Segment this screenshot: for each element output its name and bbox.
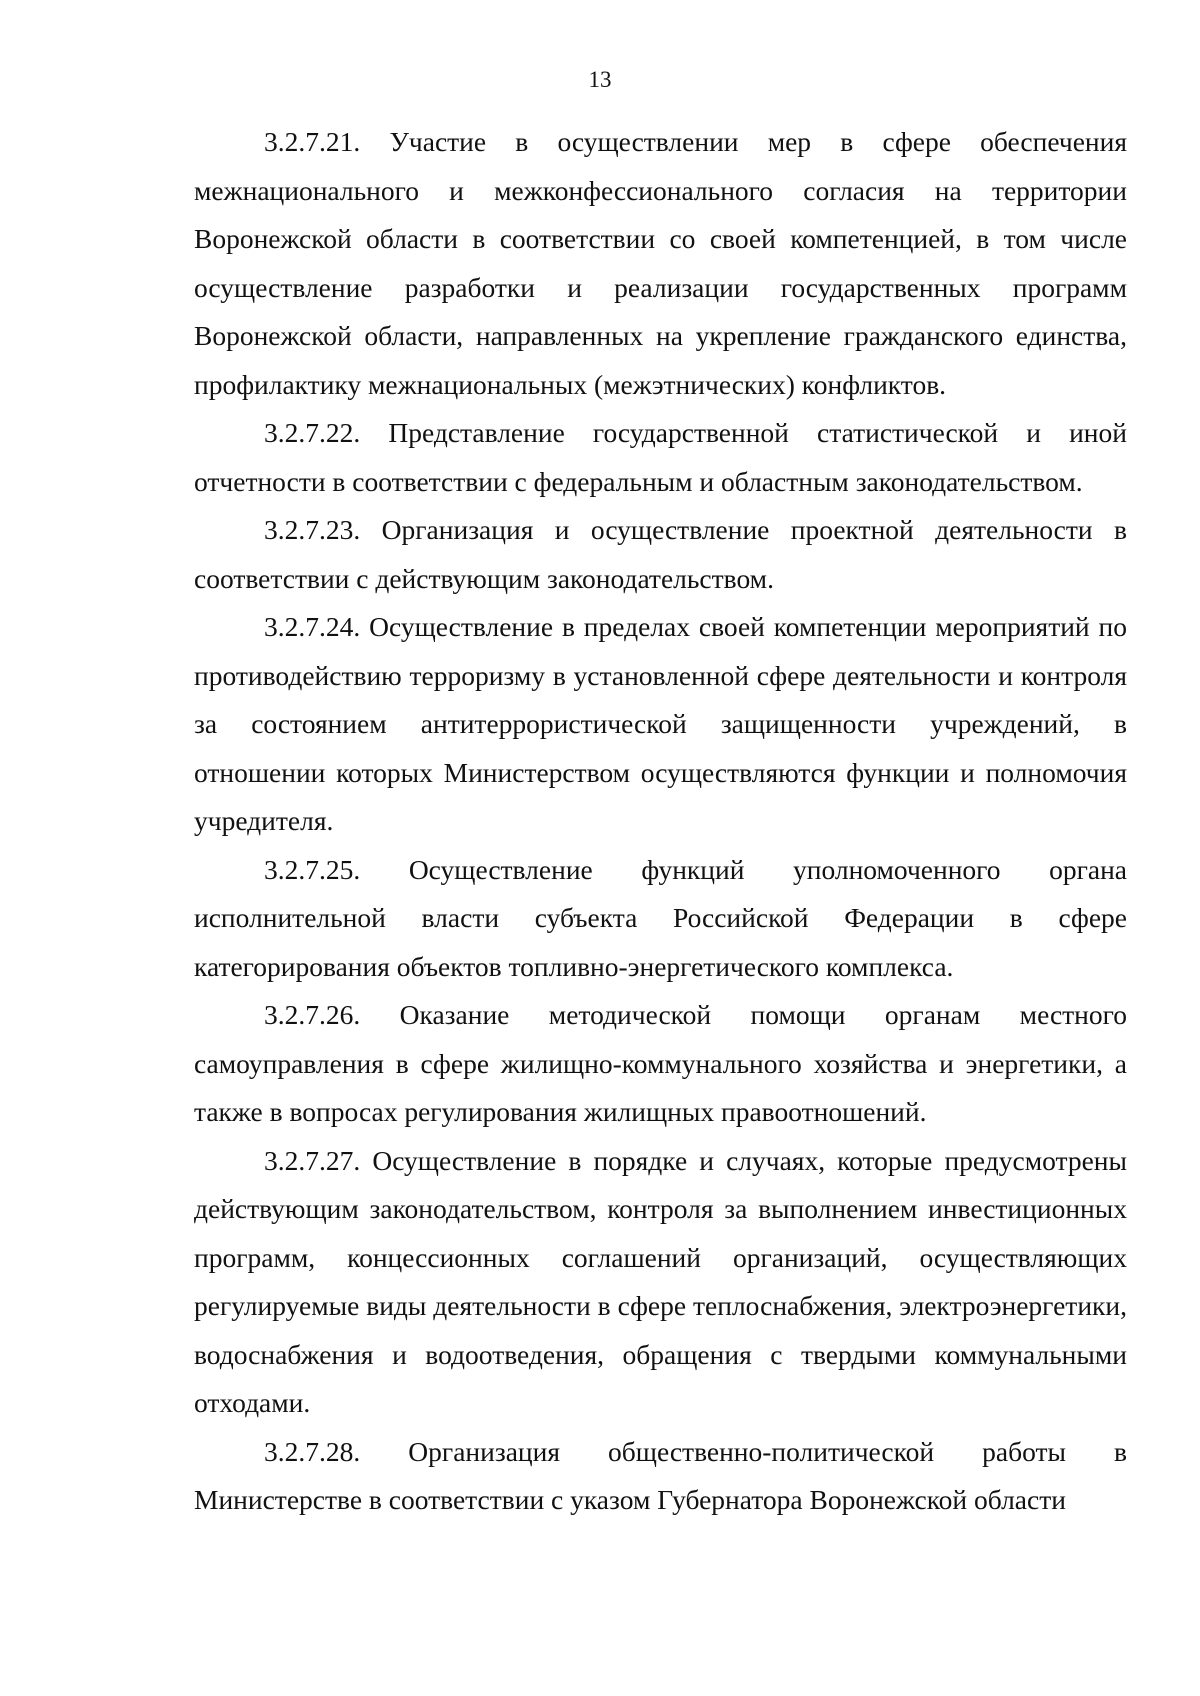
paragraph-3-2-7-25: 3.2.7.25. Осуществление функций уполномоченного органа исполнительной власти субъекта Российской Федерации в сфере категорирования объектов топливно-энергетического комплекса. bbox=[194, 853, 1127, 982]
paragraph-3-2-7-21: 3.2.7.21. Участие в осуществлении мер в сфере обеспечения межнационального и межконфессионального согласия на территории Воронежской области в соответствии со своей компетенцией, в том числе осуществление разработки и реализации государственных программ Воронежской области, направленных на укрепление гражданского единства, профилактику межнациональных (межэтнических) конфликтов. bbox=[194, 126, 1127, 400]
paragraph-3-2-7-22: 3.2.7.22. Представление государственной статистической и иной отчетности в соответствии с федеральным и областным законодательством. bbox=[194, 417, 1127, 497]
paragraph-3-2-7-26: 3.2.7.26. Оказание методической помощи органам местного самоуправления в сфере жилищно-коммунального хозяйства и энергетики, а также в вопросах регулирования жилищных правоотношений. bbox=[194, 999, 1127, 1127]
paragraph-3-2-7-23: 3.2.7.23. Организация и осуществление проектной деятельности в соответствии с действующим законодательством. bbox=[194, 514, 1127, 594]
paragraph-3-2-7-27: 3.2.7.27. Осуществление в порядке и случаях, которые предусмотрены действующим законодательством, контроля за выполнением инвестиционных программ, концессионных соглашений организаций, осуществляющих регулируемые виды деятельности в сфере теплоснабжения, электроэнергетики, водоснабжения и водоотведения, обращения с твердыми коммунальными отходами. bbox=[194, 1144, 1127, 1418]
paragraph-3-2-7-28: 3.2.7.28. Организация общественно-политической работы в Министерстве в соответствии с указом Губернатора Воронежской области bbox=[194, 1435, 1127, 1515]
paragraph-3-2-7-24: 3.2.7.24. Осуществление в пределах своей компетенции мероприятий по противодействию терроризму в установленной сфере деятельности и контроля за состоянием антитеррористической защищенности учреждений, в отношении которых Министерством осуществляются функции и полномочия учредителя. bbox=[194, 611, 1127, 836]
page-number: 13 bbox=[588, 67, 612, 92]
document-body bbox=[194, 118, 1127, 1525]
